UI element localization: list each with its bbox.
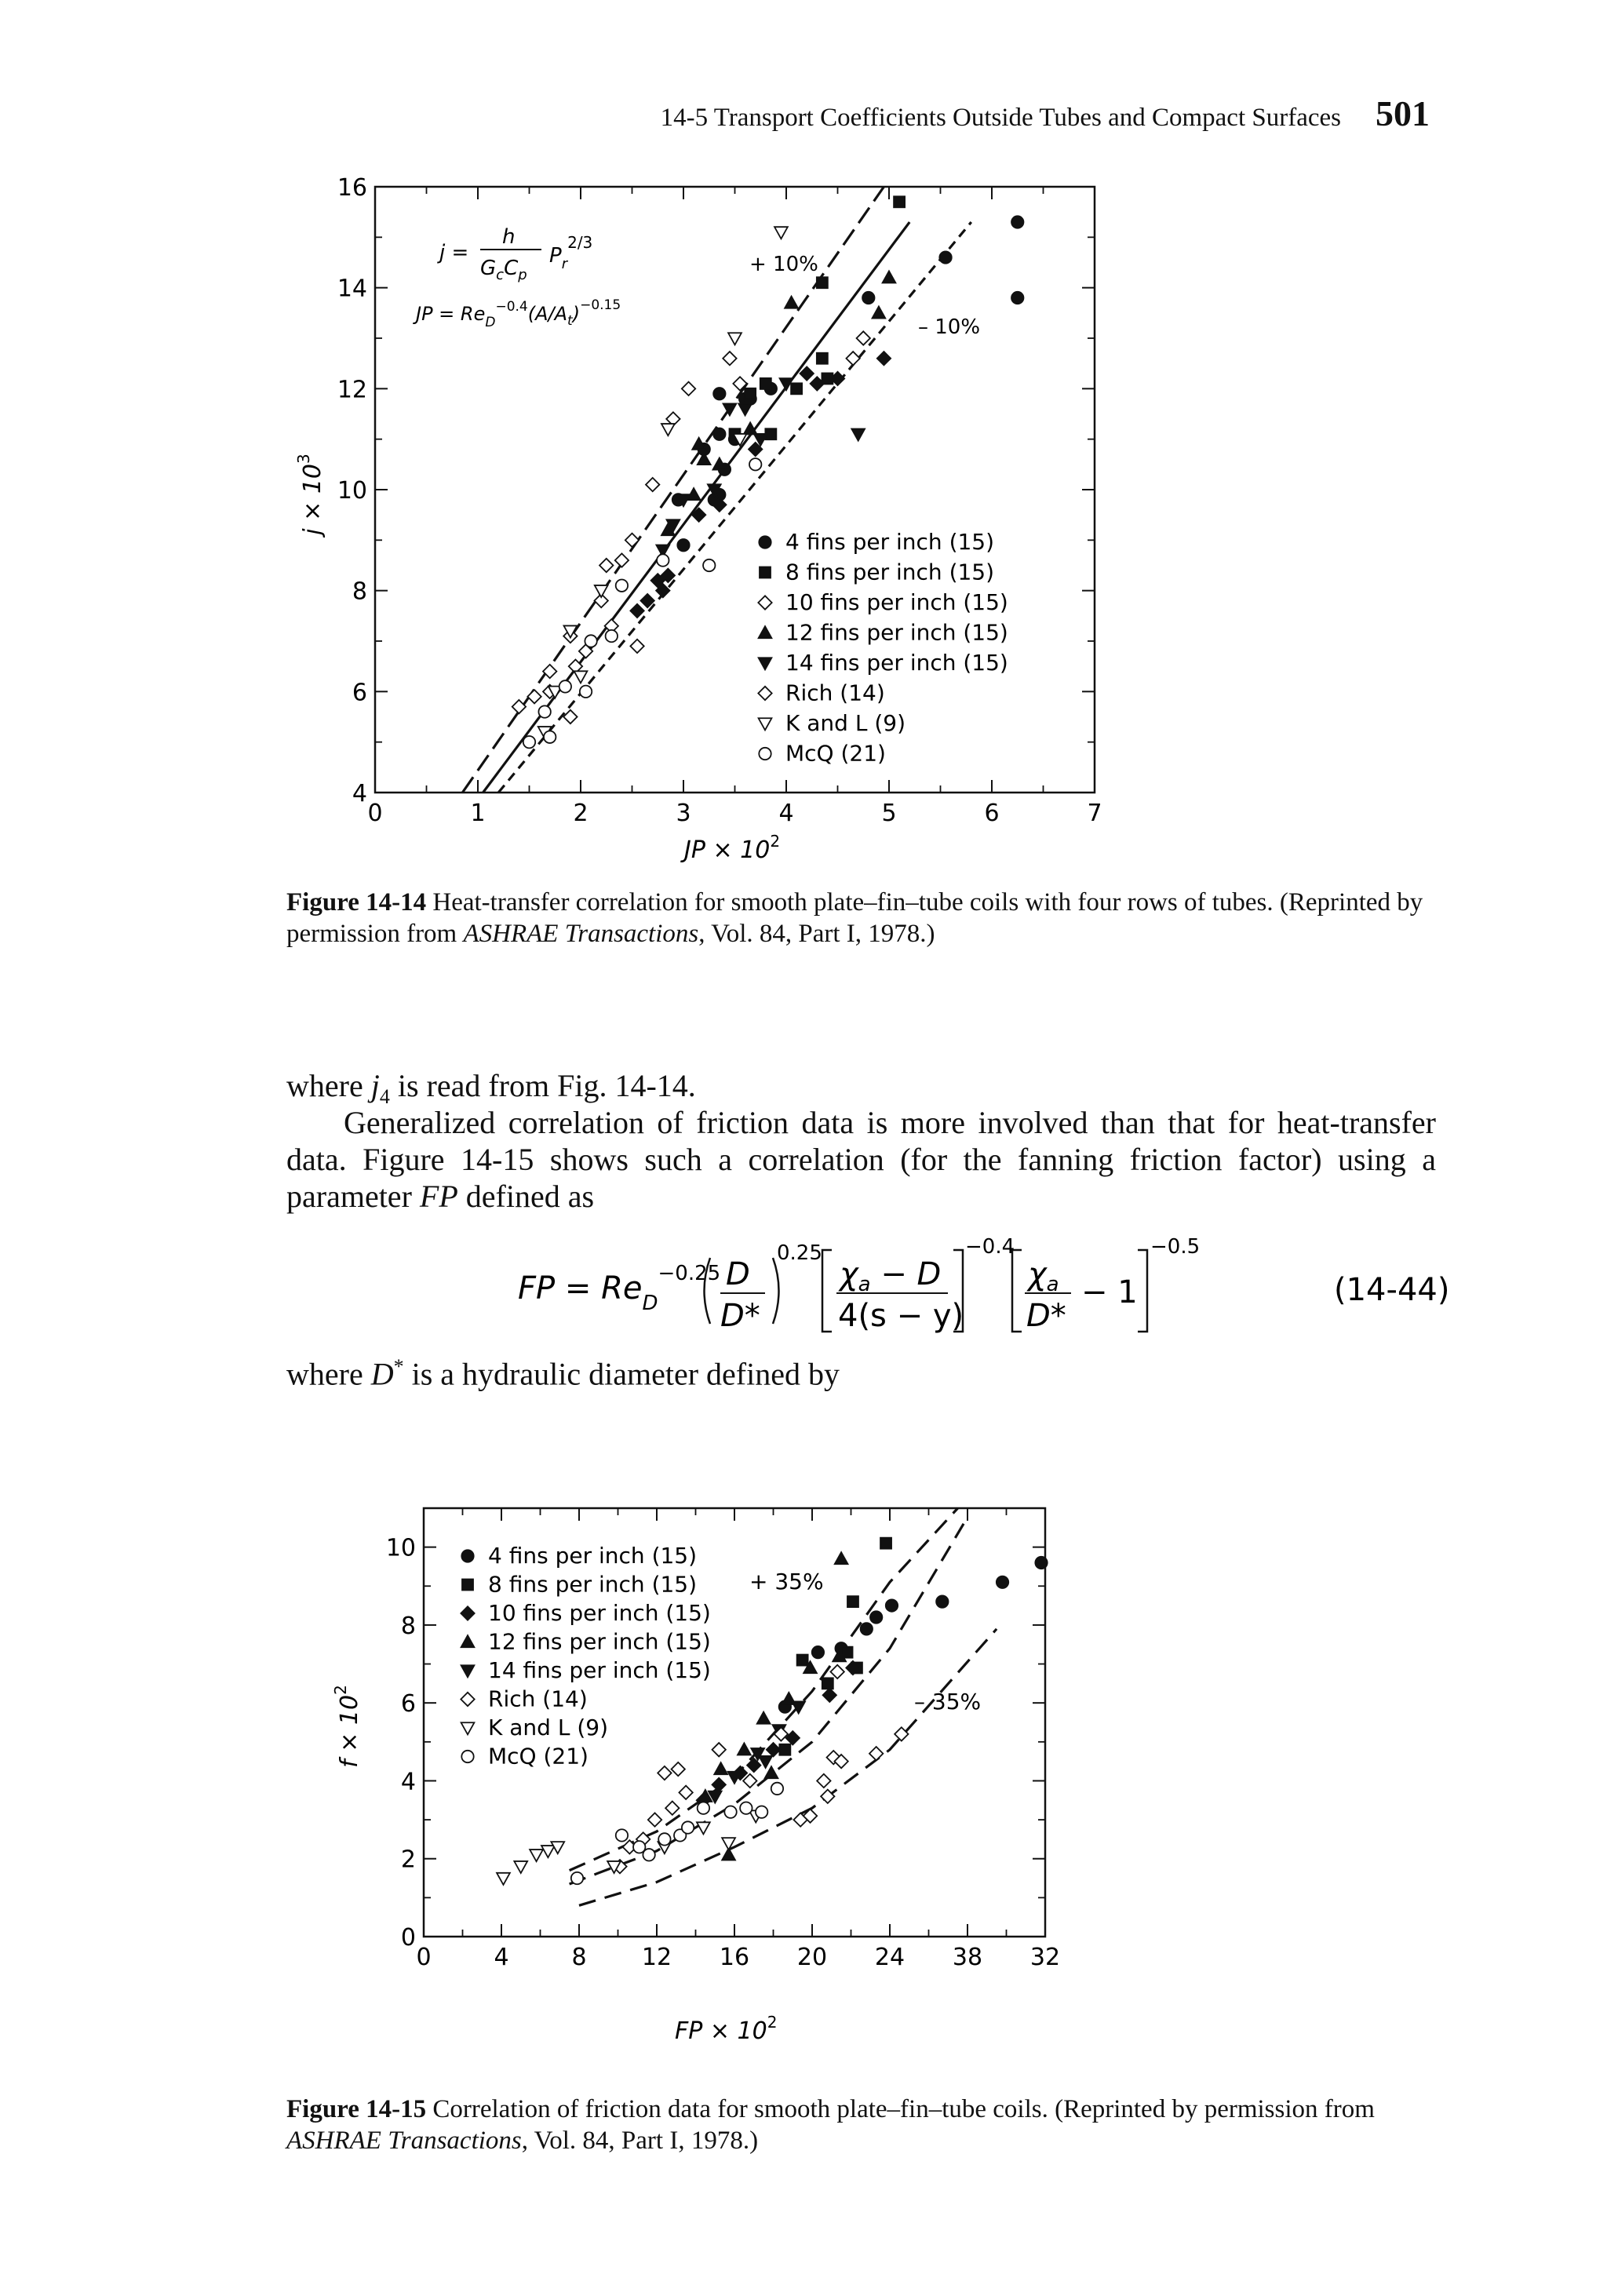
y-tick-label: 14	[337, 275, 367, 303]
body-line-where-dstar: where D* is a hydraulic diameter defined by	[286, 1355, 840, 1392]
formula-j: j =	[439, 241, 469, 264]
caption-journal: ASHRAE Transactions	[286, 2127, 522, 2155]
data-point-series-1	[847, 1596, 858, 1607]
legend-marker-4	[461, 1665, 475, 1677]
eq-num3: $\chi_a$	[1028, 1256, 1059, 1296]
x-tick-label: 20	[796, 1944, 828, 1971]
x-tick-label: 16	[719, 1944, 750, 1971]
x-tick-label: 5	[881, 800, 897, 827]
data-point-series-7	[740, 1802, 752, 1814]
data-point-series-3	[757, 1712, 771, 1724]
legend-label-7: McQ (21)	[488, 1743, 589, 1769]
caption-label: Figure 14-15	[286, 2095, 427, 2123]
data-point-series-7	[571, 1872, 583, 1884]
data-point-series-7	[658, 1833, 670, 1845]
y-tick-label: 10	[385, 1534, 416, 1562]
data-point-series-7	[756, 1806, 767, 1817]
figure-14-15-caption	[286, 2094, 1440, 2156]
data-point-series-1	[822, 1678, 833, 1689]
caption-text: Correlation of friction data for smooth plate–fin–tube coils. (Reprinted by permission from	[426, 2095, 1375, 2123]
annot-minus-35: – 35%	[914, 1689, 982, 1715]
data-point-series-2	[823, 1689, 836, 1702]
data-point-series-0	[997, 1576, 1008, 1588]
body-line-where-j4: where $j_4$ is read from Fig. 14-14.	[286, 1068, 696, 1108]
x-tick-label: 24	[874, 1944, 906, 1971]
x-tick-label: 6	[984, 800, 1000, 827]
legend-label-0: 4 fins per inch (15)	[785, 529, 995, 555]
legend-marker-7	[461, 1751, 473, 1762]
x-tick-label: 0	[416, 1944, 432, 1971]
data-point-series-1	[880, 1538, 891, 1549]
page-number: 501	[1376, 93, 1430, 133]
legend-label-3: 12 fins per inch (15)	[785, 619, 1008, 646]
data-point-series-5	[830, 1665, 844, 1678]
y-tick-label: 6	[352, 679, 367, 707]
legend-label-5: Rich (14)	[488, 1686, 588, 1712]
y-tick-label: 10	[337, 477, 367, 505]
x-tick-label: 8	[571, 1944, 587, 1971]
formula-jp: JP = $Re_D^{-0.4}(A/A_t)^{-0.15}$	[416, 297, 621, 330]
data-point-series-0	[886, 1599, 898, 1611]
legend-marker-3	[461, 1635, 475, 1647]
data-point-series-5	[672, 1762, 685, 1776]
eq-number: (14-44)	[1334, 1272, 1450, 1308]
y-tick-label: 6	[400, 1690, 416, 1718]
data-point-series-2	[767, 1743, 780, 1756]
data-point-series-5	[679, 1786, 692, 1799]
eq-exp3: −0.4	[965, 1235, 1015, 1259]
x-tick-label: 0	[367, 800, 383, 827]
legend-label-7: McQ (21)	[785, 740, 886, 767]
data-point-series-5	[658, 1766, 671, 1780]
legend-label-6: K and L (9)	[785, 710, 906, 736]
data-point-series-4	[759, 1756, 772, 1768]
caption-journal: ASHRAE Transactions	[463, 920, 699, 948]
data-point-series-7	[724, 1806, 736, 1817]
data-point-series-7	[682, 1821, 694, 1833]
y-tick-label: 8	[352, 578, 367, 606]
annot-plus-10: + 10%	[749, 253, 818, 276]
body-paragraph: Generalized correlation of friction data is more involved than that for heat-transfer data. Figure 14-15 shows such a correlation (for the fanning friction factor) using a parameter FP defined as	[286, 1105, 1436, 1214]
data-point-series-7	[616, 1829, 628, 1841]
legend-marker-2	[461, 1606, 474, 1620]
data-point-series-6	[697, 1822, 710, 1834]
data-point-series-3	[765, 1766, 778, 1778]
data-point-series-3	[835, 1552, 848, 1564]
data-point-series-0	[870, 1611, 882, 1623]
running-head: 14-5 Transport Coefficients Outside Tubes and Compact Surfaces	[660, 104, 1341, 132]
legend-label-1: 8 fins per inch (15)	[785, 559, 995, 585]
x-tick-label: 12	[641, 1944, 672, 1971]
chart2-legend	[461, 1543, 711, 1769]
x-tick-label: 4	[778, 800, 794, 827]
legend-label-5: Rich (14)	[785, 680, 885, 706]
data-point-series-5	[665, 1802, 679, 1815]
formula-gc: $G_cC_p$	[480, 257, 527, 283]
x-tick-label: 3	[676, 800, 691, 827]
data-point-series-5	[648, 1813, 661, 1826]
chart2-ylabel: $f \times 10^2$	[331, 1685, 363, 1768]
annot-plus-35: + 35%	[749, 1569, 824, 1594]
legend-marker-6	[461, 1722, 475, 1734]
data-point-series-6	[530, 1850, 543, 1861]
eq-minus1: − 1	[1081, 1274, 1138, 1310]
x-tick-label: 7	[1087, 800, 1102, 827]
legend-label-6: K and L (9)	[488, 1715, 609, 1740]
chart1-ylabel: $j \times 10^3$	[294, 454, 326, 535]
legend-label-0: 4 fins per inch (15)	[488, 1543, 698, 1569]
y-tick-label: 16	[337, 174, 367, 202]
eq-lhs: FP = $Re_D^{-0.25}$	[518, 1262, 721, 1315]
x-tick-label: 4	[494, 1944, 509, 1971]
legend-label-1: 8 fins per inch (15)	[488, 1571, 698, 1598]
formula-h: h	[502, 225, 516, 249]
eq-dstar: D*	[720, 1298, 760, 1334]
y-tick-label: 4	[400, 1768, 416, 1796]
caption-text: Heat-transfer correlation for smooth plate–fin–tube coils with four rows of tubes. (Reprinted by permission from	[286, 888, 1423, 948]
legend-marker-0	[461, 1550, 473, 1562]
data-point-series-5	[817, 1774, 830, 1788]
data-point-series-3	[738, 1743, 751, 1755]
chart2-axes	[386, 1508, 1060, 1971]
y-tick-label: 0	[400, 1924, 416, 1952]
data-point-series-0	[861, 1623, 873, 1635]
data-point-series-7	[698, 1802, 709, 1814]
eq-d: D	[726, 1256, 750, 1292]
legend-label-4: 14 fins per inch (15)	[488, 1657, 711, 1683]
caption-tail: , Vol. 84, Part I, 1978.)	[521, 2127, 759, 2155]
annot-minus-10: – 10%	[918, 315, 981, 339]
data-point-series-6	[497, 1873, 510, 1885]
x-tick-label: 38	[952, 1944, 983, 1971]
x-tick-label: 2	[573, 800, 589, 827]
eq-exp4: −0.5	[1150, 1235, 1201, 1259]
y-tick-label: 2	[400, 1846, 416, 1874]
data-point-series-0	[812, 1646, 824, 1658]
data-point-series-3	[714, 1762, 727, 1774]
legend-label-2: 10 fins per inch (15)	[785, 589, 1008, 615]
data-point-series-2	[747, 1758, 760, 1772]
y-tick-label: 8	[400, 1612, 416, 1640]
data-point-series-5	[743, 1774, 756, 1788]
data-point-series-7	[643, 1849, 654, 1860]
eq-num2: $\chi_a - D$	[840, 1256, 942, 1296]
x-tick-label: 32	[1029, 1944, 1061, 1971]
data-point-series-6	[541, 1846, 555, 1857]
formula-pr: $P_r^{2/3}$	[549, 233, 593, 272]
eq-den3: D*	[1026, 1298, 1066, 1334]
chart1-xlabel: JP × $10^2$	[684, 832, 781, 864]
legend-label-3: 12 fins per inch (15)	[488, 1628, 711, 1655]
legend-marker-5	[461, 1693, 474, 1706]
data-point-series-2	[712, 1778, 726, 1791]
data-point-series-1	[797, 1655, 808, 1666]
data-point-series-0	[936, 1595, 948, 1607]
eq-exp2: 0.25	[777, 1241, 822, 1265]
legend-label-4: 14 fins per inch (15)	[785, 650, 1008, 676]
legend-marker-1	[462, 1580, 473, 1591]
eq-den2: 4(s − y)	[838, 1298, 964, 1334]
legend-label-2: 10 fins per inch (15)	[488, 1600, 711, 1626]
data-point-series-5	[712, 1743, 726, 1756]
x-tick-label: 1	[470, 800, 486, 827]
chart2-xlabel: FP × $10^2$	[675, 2013, 778, 2045]
data-point-series-6	[514, 1861, 527, 1873]
data-point-series-0	[1035, 1557, 1047, 1569]
data-point-series-7	[771, 1783, 783, 1795]
caption-label: Figure 14-14	[286, 888, 427, 917]
y-tick-label: 12	[337, 376, 367, 404]
caption-tail: , Vol. 84, Part I, 1978.)	[698, 920, 935, 948]
y-tick-label: 4	[352, 780, 367, 807]
data-point-series-5	[869, 1747, 883, 1760]
